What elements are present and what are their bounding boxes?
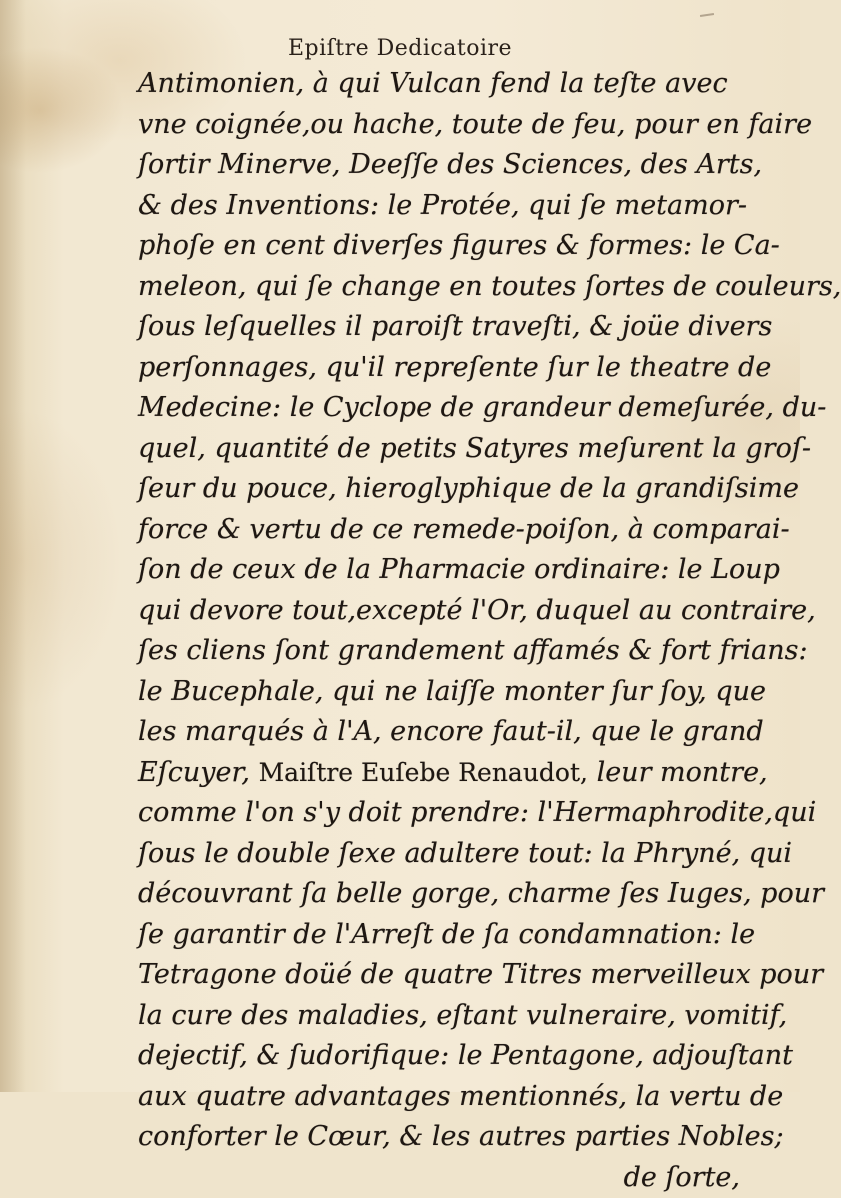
text-line: phoſe en cent diverſes figures & formes: le Ca-: [138, 226, 740, 267]
text-line: comme l'on s'y doit prendre: l'Hermaphrodite,qui: [138, 793, 740, 834]
gutter-shadow: [0, 0, 26, 1092]
catchword: de ſorte,: [138, 1158, 740, 1198]
text-line: le Bucephale, qui ne laiſſe monter ſur ſoy, que: [138, 672, 740, 713]
text-line: ſous leſquelles il paroiſt traveſti, & joüe divers: [138, 307, 740, 348]
text-line: perſonnages, qu'il repreſente ſur le theatre de: [138, 348, 740, 389]
text-line: ſe garantir de l'Arreſt de ſa condamnation: le: [138, 915, 740, 956]
text-line: ſes cliens ſont grandement affamés & fort frians:: [138, 631, 740, 672]
text-line: ſous le double ſexe adultere tout: la Phryné, qui: [138, 834, 740, 875]
text-line: la cure des maladies, eſtant vulneraire, vomitif,: [138, 996, 740, 1037]
text-line: conforter le Cœur, & les autres parties Nobles;: [138, 1117, 740, 1158]
running-head: Epiſtre Dedicatoire: [0, 36, 800, 61]
text-body: [138, 64, 740, 1198]
text-line: découvrant ſa belle gorge, charme ſes Iuges, pour: [138, 874, 740, 915]
roman-name-segment: Maiſtre Euſebe Renaudot,: [259, 758, 588, 787]
text-line: Tetragone doüé de quatre Titres merveilleux pour: [138, 955, 740, 996]
text-line: ſeur du pouce, hieroglyphique de la grandiſsime: [138, 469, 740, 510]
text-line: Antimonien, à qui Vulcan fend la teſte avec: [138, 64, 740, 105]
italic-segment: Eſcuyer,: [138, 757, 259, 788]
italic-segment: leur montre,: [588, 757, 768, 788]
text-line: dejectif, & ſudorifique: le Pentagone, adjouſtant: [138, 1036, 740, 1077]
text-line: aux quatre advantages mentionnés, la vertu de: [138, 1077, 740, 1118]
ink-mark: [700, 13, 714, 17]
text-line: ſortir Minerve, Deeſſe des Sciences, des Arts,: [138, 145, 740, 186]
text-line: qui devore tout,excepté l'Or, duquel au contraire,: [138, 591, 740, 632]
text-line: quel, quantité de petits Satyres meſurent la groſ-: [138, 429, 740, 470]
text-line: vne coignée,ou hache, toute de feu, pour en faire: [138, 105, 740, 146]
text-line: les marqués à l'A, encore faut-il, que le grand: [138, 712, 740, 753]
text-line: Medecine: le Cyclope de grandeur demeſurée, du-: [138, 388, 740, 429]
text-line: force & vertu de ce remede-poiſon, à comparai-: [138, 510, 740, 551]
text-line: meleon, qui ſe change en toutes ſortes de couleurs,: [138, 267, 740, 308]
text-line-mixed: [138, 753, 740, 794]
text-line: ſon de ceux de la Pharmacie ordinaire: le Loup: [138, 550, 740, 591]
text-line: & des Inventions: le Protée, qui ſe metamor-: [138, 186, 740, 227]
